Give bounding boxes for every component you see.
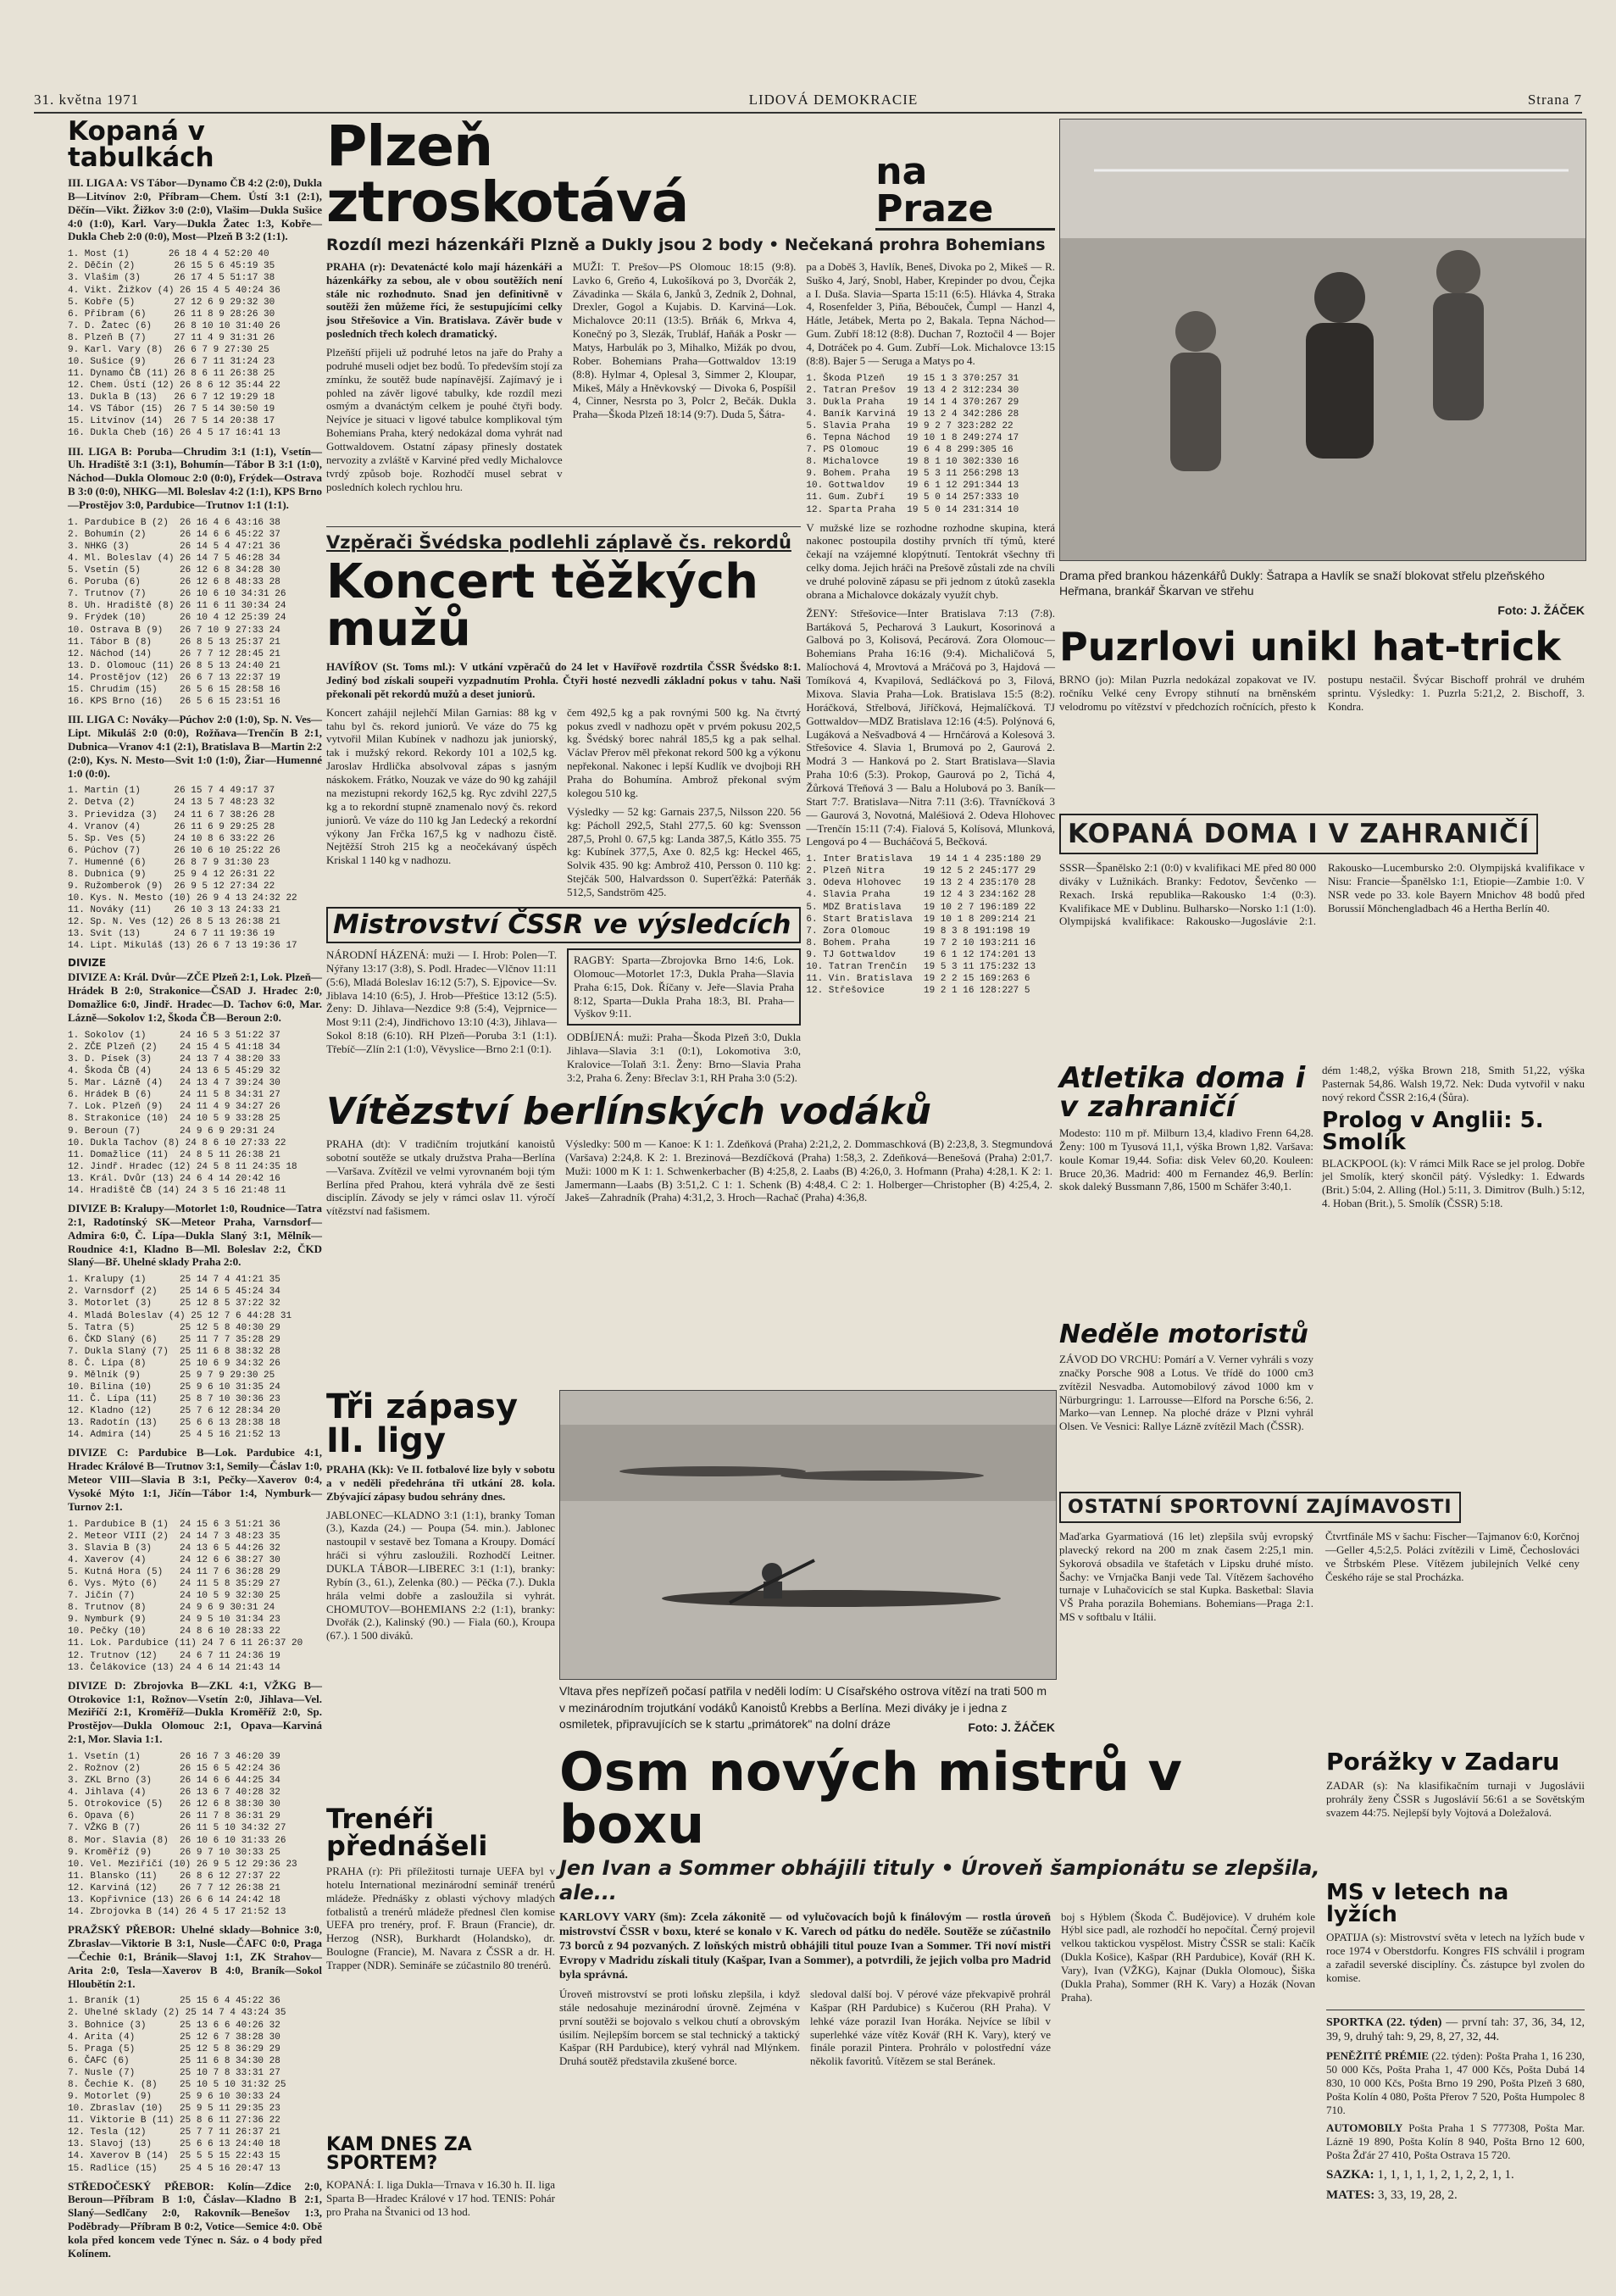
mates-title: MATES: xyxy=(1326,2188,1375,2203)
handball-photo-credit: Foto: J. ŽÁČEK xyxy=(1497,603,1585,617)
lead-body-2: MUŽI: T. Prešov—PS Olomouc 18:15 (9:8). Lavko 6, Greňo 4, Lukošíková po 3, Dvorčák 2, Závadinka — Skála 6, Janků 3, Zedník 2, Dohnal, Drexler, Gogol a Kujabis. D. Karviná—Lok. Michalovce 20:11 (13:5). Brňák 6, Mrkva 4, Konečný po 3, Slezák, Trubláf, Haňák a Poskr — Matys, Harbulák po 3, Mihalko, Mižák po dvou, Rober. Bohemians Praha—Gottwaldov 13:19 (8:8). Hylmar 4, Oplesal 3, Simmer 2, Kloupar, Mikeš, Mály a Hněvkovský — Divoka 6, Pospíšil 4, Cinner, Nesrsta po 3, Polcr 2, Bečák. Dukla Praha—Škoda Plzeň 18:14 (9:7). Duda 5, Šátra- xyxy=(572,259,797,421)
prolog-body: BLACKPOOL (k): V rámci Milk Race se jel prolog. Dobře jel Smolík, který skončil pátý. Výsledky: 1. Edwards (Brit.) 5:04, 2. Alling (Hol.) 5:11, 3. Dimitrov (Bulh.) 5:12, 4. Hoban (Brit.), 5. Smolík (ČSSR) 5:18. xyxy=(1322,1156,1585,1210)
liga-b-intro: III. LIGA B: Poruba—Chrudim 3:1 (1:1), Vsetín—Uh. Hradiště 3:1 (3:1), Bohumín—Tábor B 3:1 (1:0), Náchod—Dukla Olomouc 2:0 (0:0), Frýdek—Ostrava B 3:0 (0:0), NHKG—Ml. Boleslav 4:2 (1:1), KPS Brno—Prostějov 3:0, Pardubice—Trutnov 1:1 (1:1). xyxy=(68,444,322,511)
other-sports-block xyxy=(1059,1492,1585,1746)
sport-today-body: KOPANÁ: I. liga Dukla—Trnava v 16.30 h. II. liga Sparta B—Hradec Králové v 17 hod. TENIS: Pohár pro Praha na Štvanici od 13 hod. xyxy=(326,2178,555,2218)
cssr-rugby: RAGBY: Sparta—Zbrojovka Brno 14:6, Lok. Olomouc—Motorlet 17:3, Dukla Praha—Slavia Praha 6:15, Dok. Říčany v. Jeře—Slavia Praha 8:12, Sparta—Dukla Praha 18:3, BI. Praha—Vyškov 9:11. xyxy=(567,948,801,1026)
weights-intro: HAVÍŘOV (St. Toms ml.): V utkání vzpěračů do 24 let v Havířově rozdrtila ČSSR Švédsko 8:1. Jediný bod získali soupeři vyzpadnutím Prohla. Čtyři hosté nezvedli základní pokus v tahu. Naši překonali pět rekordů mužů a deset juniorů. xyxy=(326,660,801,700)
weights-kicker: Vzpěrači Švédska podlehli záplavě čs. rekordů xyxy=(326,532,791,553)
stredocesky-text: STŘEDOČESKÝ PŘEBOR: Kolín—Zdice 2:0, Beroun—Příbram B 1:0, Čáslav—Kladno B 2:1, Slaný—Sedlčany 2:0, Rakovník—Benešov 1:3, Poděbrady—Příbram B 0:2, Votice—Semice 4:0. Obě kola před koncem vede Týnec n. Sáz. o 4 body před Kolínem. xyxy=(68,2179,322,2260)
boxing-story xyxy=(559,1741,1322,2254)
table-praha: 1. Braník (1) 25 15 6 4 45:22 36 2. Uhelné sklady (2) 25 14 7 4 43:24 35 3. Bohnice (3) 25 13 6 6 40:26 32 4. Arita (4) 25 12 6 7 38:28 30 5. Praga (5) 25 12 5 8 36:29 29 6. ČAFC (6) 25 11 6 8 34:30 28 7. Nusle (7) 25 10 7 8 33:31 27 8. Čechie K. (8) 25 10 5 10 31:32 25 9. Motorlet (9) 25 9 6 10 30:33 24 10. Zbraslav (10) 25 9 5 11 29:35 23 11. Viktorie B (11) 25 8 6 11 27:36 22 12. Tesla (12) 25 7 7 11 26:37 21 13. Slavoj (13) 25 6 6 13 24:40 18 14. Xaverov B (14) 25 5 5 15 22:43 15 15. Radlice (15) 25 4 5 16 20:47 13 xyxy=(68,1996,286,2174)
page-header xyxy=(34,78,1582,114)
puzrla-headline: Puzrlovi unikl hat-trick xyxy=(1059,624,1561,670)
zadar-story xyxy=(1326,1750,1585,1877)
handball-photo-caption: Drama před brankou házenkářů Dukly: Šatrapa a Havlík se snaží blokovat střelu plzeňského Heřmana, brankář Škarvan ve střehu xyxy=(1059,569,1545,598)
liga-c-intro: III. LIGA C: Nováky—Púchov 2:0 (1:0), Sp. N. Ves—Lipt. Mikuláš 2:0 (0:0), Rožňava—Trenčín B 2:1, Dubnica—Vranov 4:1 (2:1), Bratislava B—Martin 2:2 (2:0), Kys. N. Mesto—Svit 1:0 (1:0), Žiar—Humenné 1:0 (0:0). xyxy=(68,713,322,780)
left-title: Kopaná v tabulkách xyxy=(68,116,214,173)
handball-photo xyxy=(1059,119,1586,561)
boxing-intro: KARLOVY VARY (šm): Zcela zákonitě — od vylučovacích bojů k finálovým — rostla úroveň mistrovství ČSSR v boxu, které se konalo v K. Varech od pátku do neděle. Soutěže se zúčastnilo 73 borců z 94 pozvaných. Z loňských mistrů obhájili titul pouze Ivan a Sommer. Tři noví mistři Evropy v Madridu získali tituly (Kašpar, Ivan a Sommer), a potvrdili, že jejich volba pro Madrid byla správná. xyxy=(559,1910,1051,1982)
lead-body-1: Plzeňští přijeli už podruhé letos na jaře do Prahy a podruhé museli odjet bez bodů. To především stojí za zmínku, že soutěž bude napínavější. Zajímavý je i pohled na závěr ligové tabulky, kde rozdíl mezi osmým a dvanáctým celkem je pouhé čtyři body. Nejvíce je situaci v ligové tabulce komplikoval tým Bohemians Praha, který nedokázal doma vyhrát nad Gottwaldovem. Ostatní zápasy přinesly dostatek nervozity a zvláště v Karviné před vedly Michalovce tvrdý způsob boje. Rozhodčí musel sebrat v posledních kolech rychlou hru. xyxy=(326,345,563,493)
trainers-body: PRAHA (r): Při příležitosti turnaje UEFA byl v hotelu International mezinárodní seminář trenérů mládeže. Přednášky z oblasti výchovy mladých fotbalistů a trenérů mládeže přednesl člen komise UEFA pro trenéry, prof. F. Braun (Francie), dr. Herzog (NSR), Burkhardt (Holandsko), dr. Boulogne (Francie), M. Navara z ČSSR a dr. H. Trapper (NDR). Semináře se zúčastnilo 80 trenérů. xyxy=(326,1865,555,1972)
divize-b-intro: DIVIZE B: Kralupy—Motorlet 1:0, Roudnice—Tatra 2:1, Radotínský SK—Meteor Praha, Varnsdorf—Admira 6:0, Č. Lípa—Dukla Slaný 3:1, Mělník—Roudnice 4:1, Kladno B—Ml. Boleslav 2:2, ČKD Slaný—Bř. Uhelné sklady Praha 2:0. xyxy=(68,1202,322,1269)
lottery-block xyxy=(1326,2004,1585,2259)
table-divize-b: 1. Kralupy (1) 25 14 7 4 41:21 35 2. Varnsdorf (2) 25 14 6 5 45:24 34 3. Motorlet (3) 25 12 8 5 37:22 32 4. Mladá Boleslav (4) 25 12 7 6 44:28 31 5. Tatra (5) 25 12 5 8 40:30 29 6. ČKD Slaný (6) 25 11 7 7 35:28 29 7. Dukla Slaný (7) 25 11 6 8 38:32 28 8. Č. Lípa (8) 25 10 6 9 34:32 26 9. Mělník (9) 25 9 7 9 29:30 25 10. Bílina (10) 25 9 6 10 31:35 24 11. Č. Lípa (11) 25 8 7 10 30:36 23 12. Kladno (12) 25 7 6 12 28:34 20 13. Radotín (13) 25 6 6 13 28:38 18 14. Admira (14) 25 4 5 16 21:52 13 xyxy=(68,1275,292,1441)
sazka-line xyxy=(1326,2167,1585,2182)
lead-headline: Plzeň ztroskotává xyxy=(326,114,689,235)
boats-story xyxy=(326,1090,1055,1381)
table-liga-a: 1. Most (1) 26 18 4 4 52:20 40 2. Děčín (2) 26 15 5 6 45:19 35 3. Vlašim (3) 26 17 4 5 51:17 38 4. Vikt. Žižkov (4) 26 15 4 5 40:24 36 5. Kobře (5) 27 12 6 9 29:32 30 6. Příbram (6) 26 11 8 9 28:26 30 7. D. Žatec (6) 26 8 10 10 31:40 26 8. Plzeň B (7) 27 11 4 9 31:31 26 9. Karl. Vary (8) 26 6 7 9 27:30 25 10. Sušice (9) 26 6 7 11 31:24 23 11. Dynamo ČB (11) 26 8 6 11 26:38 25 12. Chem. Ústí (12) 26 8 6 12 35:44 22 13. Dukla B (13) 26 6 7 12 19:29 18 14. VS Tábor (15) 26 7 5 14 30:50 19 15. Litvínov (14) 26 7 5 14 20:38 17 16. Dukla Cheb (16) 26 4 5 17 16:41 13 xyxy=(68,249,280,439)
puzrla-story xyxy=(1059,624,1585,805)
table-divize-a: 1. Sokolov (1) 24 16 5 3 51:22 37 2. ZČE Plzeň (2) 24 15 4 5 41:18 34 3. D. Písek (3) 24 13 7 4 38:20 33 4. Škoda ČB (4) 24 13 6 5 45:29 32 5. Mar. Lázně (4) 24 13 4 7 39:24 30 6. Hrádek B (6) 24 11 5 8 34:31 27 7. Lok. Plzeň (9) 24 11 4 9 34:27 26 8. Strakonice (10) 24 10 5 9 33:28 25 9. Beroun (7) 24 9 6 9 29:31 24 10. Dukla Tachov (8) 24 8 6 10 27:33 22 11. Domažlice (11) 24 8 5 11 26:38 21 12. Jindř. Hradec (12) 24 5 8 11 24:35 18 13. Král. Dvůr (13) 24 6 4 14 20:42 16 14. Hradiště ČB (14) 24 3 5 16 21:48 11 xyxy=(68,1030,297,1196)
handball-illustration xyxy=(1060,120,1585,560)
boats-photo xyxy=(559,1390,1057,1680)
table-women: 1. Inter Bratislava 19 14 1 4 235:180 29 2. Plzeň Nitra 19 12 5 2 245:177 29 3. Odeva Hlohovec 19 13 2 4 235:170 28 4. Slavia Praha 19 12 4 3 234:162 28 5. MDZ Bratislava 19 10 2 7 196:189 22 6. Start Bratislava 19 10 1 8 209:214 21 7. Zora Olomouc 19 8 3 8 191:198 19 8. Bohem. Praha 19 7 2 10 193:211 16 9. TJ Gottwaldov 19 6 1 12 174:201 13 10. Tatran Trenčín 19 5 3 11 175:232 13 11. Vin. Bratislava 19 2 2 15 169:263 6 12. Střešovice 19 2 1 16 128:227 5 xyxy=(806,854,1041,997)
liga-a-intro: III. LIGA A: VS Tábor—Dynamo ČB 4:2 (2:0), Dukla B—Litvínov 2:0, Příbram—Chem. Ústí 3:1 (2:1), Děčín—Vikt. Žižkov 3:0 (2:0), Vlašim—Dukla Sušice 4:0 (1:0), Karl. Vary—Dukla Žatec 1:3, Kobře—Dukla Cheb 2:0 (0:0), Most—Plzeň B 3:2 (1:1). xyxy=(68,176,322,243)
kopana-world-body: SSSR—Španělsko 2:1 (0:0) v kvalifikaci ME před 80 000 diváky v Lužnikách. Branky: Fedotov, Ševčenko — Rexach. Irská republika—Rakousko 1:4 (0:3). Kvalifikace ME v Dublinu. Bulharsko—Norsko 1:1 (1:0). Olympijská kvalifikace: Rakousko—Jugoslávie 2:1. Rakousko—Lucembursko 2:0. Olympijská kvalifikace v Nisu: Francie—Španělsko 1:1, Etiopie—Zambie 1:0. V NSR vede po 33. kole Bayern Mnichov 48 bodů před Borussií Mönchengladbach 46 a Hertha Berlín 40. xyxy=(1059,861,1585,928)
table-liga-c: 1. Martin (1) 26 15 7 4 49:17 37 2. Detva (2) 24 13 5 7 48:23 32 3. Prievidza (3) 24 11 6 7 38:26 28 4. Vranov (4) 26 11 6 9 29:25 28 5. Sp. Ves (5) 24 10 8 6 33:22 26 6. Púchov (7) 26 10 6 10 25:22 26 7. Humenné (6) 26 8 7 9 31:30 23 8. Dubnica (9) 25 9 4 12 26:31 22 9. Ružomberok (9) 26 9 5 12 27:34 22 10. Kys. N. Mesto (10) 26 9 4 13 24:32 22 11. Nováky (11) 26 10 3 13 24:33 21 12. Sp. N. Ves (12) 26 8 5 13 26:38 21 13. Svit (13) 24 6 7 11 19:36 19 14. Lipt. Mikuláš (13) 26 6 7 13 19:36 17 xyxy=(68,786,297,952)
sazka-title: SAZKA: xyxy=(1326,2168,1374,2182)
boxing-headline: Osm nových mistrů v boxu xyxy=(559,1741,1182,1855)
boxing-body-1: Úroveň mistrovství se proti loňsku zlepšila, i když stále nedosahuje mezinárodní úrovně. Zejména v první soutěži se bojovalo s velkou chutí a obrovským úsilím. Nejlepším borcem se stal technický a taktický Kašpar (RH Pardubice), který vyhrál nad Mlýnkem. Druhá soutěž představila zkušené borce. xyxy=(559,1987,800,2068)
table-men: 1. Škoda Plzeň 19 15 1 3 370:257 31 2. Tatran Prešov 19 13 4 2 312:234 30 3. Dukla Praha 19 14 1 4 370:267 29 4. Baník Karviná 19 13 2 4 342:286 28 5. Slavia Praha 19 9 2 7 323:282 22 6. Tepna Náchod 19 10 1 8 249:274 17 7. PS Olomouc 19 6 4 8 299:305 16 8. Michalovce 19 8 1 10 302:330 16 9. Bohem. Praha 19 5 3 11 256:298 13 10. Gottwaldov 19 6 1 12 291:344 13 11. Gum. Zubří 19 5 0 14 257:333 10 12. Sparta Praha 19 5 0 14 231:314 10 xyxy=(806,373,1019,515)
lead-headline-tail: na Praze xyxy=(875,153,1055,231)
boats-body-1: PRAHA (dt): V tradičním trojutkání kanoistů sobotní soutěže se utkaly družstva Praha—Berlína—Varšava. Zvítězil ve velmi vyrovnaném boji tým Berlína před Prahou, která vyhrála dvě ze šesti disciplín. Závody se jely v rámci oslav 11. výročí vítězství nad fašismem. xyxy=(326,1137,555,1218)
weights-story xyxy=(326,521,801,907)
auto-title: AUTOMOBILY xyxy=(1326,2121,1403,2135)
zadar-headline: Porážky v Zadaru xyxy=(1326,1748,1560,1776)
boxing-body-3: boj s Hýblem (Škoda Č. Budějovice). V druhém kole Hýbl sice padl, ale rozhodčí ho nepočítal. Černý projevil velkou taktickou vyspělost. Mistry ČSSR se stali: Kačík (Dukla Košice), Kašpar (RH Pardubice), Kovář (RH K. Vary), Ivan (VŽKG), Kajnar (Dukla Olomouc), Šiška (Dukla Praha), Sommer (RH K. Vary) a Hozák (Novan Praha). xyxy=(1061,1910,1315,2004)
cssr-headline: Mistrovství ČSSR ve výsledcích xyxy=(326,907,801,943)
motorists-body: ZÁVOD DO VRCHU: Pomárí a V. Verner vyhráli s vozy značky Porsche 908 a Lotus. Ve třídě do 1000 cm3 zvítězil Nesvadba. Automobilový závod 1000 km v Nürburgringu: 1. Larrousse—Elford na Porsche 6:56, 2. Marko—van Lennep. Na ploché dráze v Plzni vyhrál Olsen. Ve Vesnici: Rallye Lázně zvítězil Mach (ČSSR). xyxy=(1059,1353,1313,1433)
header-page: Strana 7 xyxy=(1527,92,1582,108)
kopana-world-story xyxy=(1059,814,1585,1059)
other-sports-body-2: Čtvrtfinále MS v šachu: Fischer—Tajmanov 6:0, Korčnoj—Geller 4,5:2,5. Poláci zvítězili v Limě, Čechoslováci ve Štrbském Plese. Vítězem jubilejních Velké ceny Českého ráje se stal Procházka. xyxy=(1325,1530,1580,1583)
auto-text: Pošta Praha 1 S 777308, Pošta Mar. Lázně 19 890, Pošta Kolín 8 940, Pošta Brno 12 600, Pošta Žďár 27 410, Pošta Ostrava 15 720. xyxy=(1326,2121,1585,2162)
athletics-story xyxy=(801,1068,1055,1127)
divize-d-intro: DIVIZE D: Zbrojovka B—ZKL 4:1, VŽKG B—Otrokovice 1:1, Rožnov—Vsetín 2:0, Jihlava—Vel. Meziříčí 2:1, Kroměříž—Dukla Kroměříž 2:0, Sp. Prostějov—Dukla Olomouc 2:1, Opava—Karviná 2:1, Mor. Slavia 1:1. xyxy=(68,1678,322,1746)
penezite-text: (22. týden): Pošta Praha 1, 16 230, 50 000 Kčs, Pošta Praha 1, 47 000 Kčs, Pošta Dubá 14 830, 10 000 Kčs, Pošta Brno 19 290, Pošta Plzeň 3 680, Pošta Kolín 4 080, Pošta Přerov 7 520, Pošta Humpolec 8 710. xyxy=(1326,2049,1585,2116)
divize-label: DIVIZE xyxy=(68,957,107,970)
lead-body-3: pa a Doběš 3, Havlík, Beneš, Divoka po 2, Mikeš — R. Suško 4, Jarý, Snobl, Haber, Krepinder po dvou, Čejka a I. Duša. Slavia—Sparta 15:11 (6:5). Hlávka 4, Straka 4, Rosenfelder 3, Piňa, Bébouček, Čumpl — Hanzl 4, Hátle, Jetábek, Merta po 2, Bakala. Tepna Náchod—Gum. Zubří 18:12 (8:8). Duchan 7, Roztočil 4 — Bojer 4, Dotráček po 4. Gum. Zubří—Lok. Michalovce 13:15 (8:8). Bajer 5 — Seruga a Matys po 4. xyxy=(806,259,1055,367)
praha-intro: PRAŽSKÝ PŘEBOR: Uhelné sklady—Bohnice 3:0, Zbraslav—Viktorie B 3:1, Nusle—ČAFC 0:0, Praga—Čechie 0:1, Bránik—Slavoj 1:1, ZK Strahov—Arita 2:0, Tesla—Xaverov B 4:0, Braník—Sokol Hloubětín 2:1. xyxy=(68,1923,322,1990)
table-divize-c: 1. Pardubice B (1) 24 15 6 3 51:21 36 2. Meteor VIII (2) 24 14 7 3 48:23 35 3. Slavia B (3) 24 13 6 5 44:26 32 4. Xaverov (4) 24 12 6 6 38:27 30 5. Kutná Hora (5) 24 11 7 6 36:28 29 6. Vys. Mýto (6) 24 11 5 8 35:29 27 7. Jičín (7) 24 10 5 9 32:30 25 8. Trutnov (8) 24 9 6 9 30:31 24 9. Nymburk (9) 24 9 5 10 31:34 23 10. Pečky (10) 24 8 6 10 28:33 22 11. Lok. Pardubice (11) 24 7 6 11 26:37 20 12. Trutnov (12) 24 6 7 11 24:36 19 13. Čelákovice (13) 24 4 6 14 21:43 14 xyxy=(68,1519,303,1673)
prolog-headline: Prolog v Anglii: 5. Smolík xyxy=(1322,1107,1544,1155)
boats-results: Výsledky: 500 m — Kanoe: K 1: 1. Zdeňková (Praha) 2:21,2, 2. Dommaschková (B) 2:23,8, 3. Stegmundová (Varšava) 2:24,8. K 2: 1. Brezinová—Bezdíčková (Praha) 1:58,3, 2. Zdeňková—Benešová (Praha) 2:01,7. Muži: 1000 m K 1: 1. Schwenkerbacher (B) 4:25,8, 2. Laabs (B) 4:26,0, 3. Hofmann (Praha) 4:28,1. K 2: 1. Jamermann—Laabs (B) 3:51,2. C 1: 1. Schenk (B) 4:48,4. C 2: 1. Holberger—Christopher (B) 4:25,4, 2. Jakeš—Zahradník (Praha) 4:31,2, 3. Hroch—Rachač (Praha) 4:36,8. xyxy=(565,1137,1052,1204)
sportka-numbers: — první tah: 37, 36, 34, 12, 39, 9, druhý tah: 9, 29, 8, 27, 32, 44. xyxy=(1326,2016,1585,2044)
league2-body: JABLONEC—KLADNO 3:1 (1:1), branky Toman (3.), Kazda (24.) — Poupa (54. min.). Jablonec nastoupil v sestavě bez Tomana a Kroupy. Domácí hráči si výhru zasloužili. Rozhodčí Leitner. DUKLA TÁBOR—LIBEREC 3:1 (1:1), branky: Rybín (3., 61.), Zelenka (80.) — Pěčka (7.). Dukla hrála velmi dobře a zasloužila si vyhrát. CHOMUTOV—BOHEMIANS 2:2 (1:1), branky: Dvořák (2.), Kalinský (90.) — Fiala (60.), Kroupa (67.). 1 500 diváků. xyxy=(326,1508,555,1643)
weights-results: Výsledky — 52 kg: Garnais 237,5, Nilsson 220. 56 kg: Pácholl 292,5, Stahl 277,5. 60 kg: Svensson 287,5, Prohl 0. 67,5 kg: Landa 387,5, Kátlo 355. 75 kg: Kubínek 377,5, Axe 0. 82,5 kg: Heckel 465, Solvik 435. 90 kg: Ambrož 410, Persson 0. 110 kg: Stejčák 500, Halvardsson 0. Superťěžká: Paterňák 512,5, Sandström 425. xyxy=(567,804,801,898)
divize-a-intro: DIVIZE A: Král. Dvůr—ZČE Plzeň 2:1, Lok. Plzeň—Hrádek B 2:0, Strakonice—ČSAD J. Hradec 2:0, Domažlice 6:0, Jindř. Hradec—D. Tachov 6:0, Mar. Lázně—Sokolov 1:2, Škoda ČB—Beroun 2:0. xyxy=(68,970,322,1025)
zadar-body: ZADAR (s): Na klasifikačním turnaji v Jugoslávii prohrály ženy ČSSR s Jugoslávií 56:61 a se Sovětským svazem 44:75. Nejlepší byly Vojtová a Doležalová. xyxy=(1326,1779,1585,1819)
sportka-title: SPORTKA (22. týden) xyxy=(1326,2016,1442,2029)
lead-intro: PRAHA (r): Devatenácté kolo mají házenkáři a házenkářky za sebou, ale v obou soutěžích není stále nic rozhodnuto. Snad jen definitivně v soutěži žen můžeme říci, že sestupujícími celky jsou Střešovice a Vin. Bratislava. Závěr bude v posledních třech kolech dramatický. xyxy=(326,259,563,341)
auto-line xyxy=(1326,2121,1585,2162)
other-sports-banner: OSTATNÍ SPORTOVNÍ ZAJÍMAVOSTI xyxy=(1059,1492,1461,1523)
kopana-world-banner: KOPANÁ DOMA I V ZAHRANIČÍ xyxy=(1059,814,1538,854)
league2-intro: PRAHA (Kk): Ve II. fotbalové lize byly v sobotu a v neděli předehrána tři utkání 28. kola. Zbývající zápasy budou sehrány dnes. xyxy=(326,1463,555,1503)
boats-photo-caption: Vltava přes nepřízeň počasí patřila v neděli lodím: U Císařského ostrova vítězí na trati 500 m v mezinárodním trojutkání vodáků Kanoistů Krebbs a Berlína. Mezi diváky je i jedna z osmiletek, připravujících se k startu „primátorek" na dolní dráze xyxy=(559,1684,1047,1731)
mates-line xyxy=(1326,2188,1585,2203)
divize-c-intro: DIVIZE C: Pardubice B—Lok. Pardubice 4:1, Hradec Králové B—Trutnov 3:1, Semily—Čáslav 1:0, Meteor VIII—Slavia B 3:1, Pečky—Xaverov 0:4, Vysoké Mýto 1:1, Jičín—Tábor 1:4, Nymburk—Turnov 2:1. xyxy=(68,1446,322,1513)
skiing-headline: MS v letech na lyžích xyxy=(1326,1880,1509,1927)
lead-women: ŽENY: Střešovice—Inter Bratislava 7:13 (7:8). Bartáková 5, Pecharová 3 Laukurt, Kosorinová a Galbová po 3, Kolisová, Pecárová. Zora Olomouc—Bohemians Praha 16:16 (9:4). Michaličová 5, Malíochová 4, Mrovtová a Mráčová po 3, Hajdová — Tomíková 4, Kvapilová, Sedláčková po 3, Filová, Mixova. Slavia Praha—Lok. Bratislava 15:5 (8:2). Horáčková, Střelbová, Jiříčková, Hejmalíčková. TJ Gottwaldov—MDZ Bratislava 12:16 (4:5). Polýnová 6, Lugáková a Nešvadbová 4 — Hrnčárová a Kolesová 3. Střešovice 4. Slavia 1, Brumová po 2, Gaurová 2. Modrá 3 — Hanková po 2. Start Bratislava—Slavia Praha 10:6 (5:3). Prokop, Gaurová po 2, Tichá 4, Žůrková Třeňová 3 — Balu a Holubová po 3. Baník—Start 7:7. Bratislava—Nitra 7:11 (3:6). Třavníčková 3 — Gaurová 3, Novotná, Maléšiová 2. Odeva Hlohovec—Trenčín 15:11 (7:4). Fialová 5, Kolísová, Mlunková, Lengová po 4 — Bucháčová 5, Bečková. xyxy=(806,606,1055,848)
table-liga-b: 1. Pardubice B (2) 26 16 4 6 43:16 38 2. Bohumín (2) 26 14 6 6 45:22 37 3. NHKG (3) 26 14 5 4 47:21 36 4. Ml. Boleslav (4) 26 14 7 5 46:28 34 5. Vsetín (5) 26 12 6 8 34:28 30 6. Poruba (6) 26 12 6 8 48:33 28 7. Trutnov (7) 26 10 6 10 34:31 26 8. Uh. Hradiště (8) 26 11 6 11 30:34 24 9. Frýdek (10) 26 10 4 12 25:39 24 10. Ostrava B (9) 26 7 10 9 27:33 24 11. Tábor B (8) 26 8 5 13 25:37 21 12. Náchod (14) 26 7 7 12 28:45 21 13. D. Olomouc (11) 26 8 5 13 24:40 21 14. Prostějov (12) 26 6 7 13 22:37 19 15. Chrudim (15) 26 5 6 15 28:58 16 16. KPS Brno (16) 26 5 6 15 23:51 16 xyxy=(68,517,286,708)
athletics-headline: Atletika doma i v zahraničí xyxy=(1059,1061,1306,1124)
athletics-body: Modesto: 110 m př. Milburn 13,4, kladivo Frenn 64,28. Ženy: 100 m Tyusová 11,1, výška Brown 1,82. Varšava: koule Komar 19,44. Sofia: disk Velev 60,20. Kouleen: Bruce 20,36. Madrid: 400 m Fernandez 46,9. Berlín: skok daleký Bussmann 7,86, 1500 m Schäfer 3:40,1. xyxy=(1059,1126,1313,1193)
league2-story xyxy=(326,1387,555,1797)
weights-headline: Koncert těžkých mužů xyxy=(326,554,758,658)
prolog-story xyxy=(1322,1064,1585,1225)
table-divize-d: 1. Vsetín (1) 26 16 7 3 46:20 39 2. Rožnov (2) 26 15 6 5 42:24 36 3. ZKL Brno (3) 26 14 6 6 44:25 34 4. Jihlava (4) 26 13 6 7 40:28 32 5. Otrokovice (5) 26 12 6 8 38:30 30 6. Opava (6) 26 11 7 8 36:31 29 7. VŽKG B (7) 26 11 5 10 34:32 27 8. Mor. Slavia (8) 26 10 6 10 31:33 26 9. Kroměříž (9) 26 9 7 10 30:33 25 10. Vel. Meziříčí (10) 26 9 5 12 29:36 23 11. Blansko (11) 26 8 6 12 27:37 22 12. Karviná (12) 26 7 7 12 26:38 21 13. Kopřivnice (13) 26 6 6 14 24:42 18 14. Zbrojovka B (14) 26 4 5 17 21:52 13 xyxy=(68,1752,297,1918)
boxing-body-2: sledoval další boj. V pérové váze překvapivě prohrál Kašpar (RH Pardubice) s Kučerou (RH Praha). V lehké váze porazil Ivan Horáka. Nejvíce se líbil v superlehké váze vítěz Kovář (RH K. Vary), který ve finále porazil Pintera. Prohrálo v polostřední váze několik favoritů. Vítězem se stal Beránek. xyxy=(810,1987,1051,2068)
cssr-body-2: ODBÍJENÁ: muži: Praha—Škoda Plzeň 3:0, Dukla Jihlava—Slavia 3:1 (0:1), Lokomotiva 3:0, Kralovice—Tolaň 3:1. Ženy: Brno—Slavia Praha 3:2, Praha 6. Ženy: Břeclav 3:1, RH Praha 3:0 (5:2). xyxy=(567,1031,801,1084)
skiing-body: OPATIJA (s): Mistrovství světa v letech na lyžích bude v roce 1974 v Oberstdorfu. Kongres FIS schválil i program a zařadil severské disciplíny. Čs. zástupce byl zvolen do komise. xyxy=(1326,1931,1585,1984)
boats-headline: Vítězství berlínských vodáků xyxy=(326,1090,931,1133)
sportka-line xyxy=(1326,2015,1585,2044)
cssr-story xyxy=(326,907,801,1093)
boxing-subhead: Jen Ivan a Sommer obhájili tituly • Úroveň šampionátu se zlepšila, ale... xyxy=(559,1856,1320,1904)
cssr-body: NÁRODNÍ HÁZENÁ: muži — I. Hrob: Polen—T. Nýřany 13:17 (3:8), S. Podl. Hradec—Vlčnov 11:11 (5:6), Mladá Boleslav 16:12 (5:7), S. Ejpovice—Sv. Jiblava 14:10 (6:5), J. Hrob—Přeštice 13:12 (5:5). Ženy: D. Jihlava—Nezdice 9:8 (5:4), Vejprnice—Most 9:11 (2:4), Jindřichovo 13:10 (4:3), Jihlava—Sokol 8:18 (6:10). RH Plzeň—Poruba 3:1 (1:1). Třebíč—Zlín 2:1 (1:0), Věvyslice—Brno 2:1 (0:1). xyxy=(326,948,557,1056)
puzrla-body: BRNO (jo): Milan Puzrla nedokázal zopakovat ve IV. ročníku Velké ceny Evropy stihnutí na brněnském velodromu po vítězství v předchozích ročnících, přesto k postupu nestačil. Švýcar Bischoff prohrál ve druhém sprintu. Výsledky: 1. Puzrla 5:21,2, 2. Bischoff, 3. Kondra. xyxy=(1059,673,1585,713)
handball-caption-block xyxy=(1059,564,1585,623)
trainers-headline: Trenéři přednášeli xyxy=(326,1803,488,1862)
header-paper: LIDOVÁ DEMOKRACIE xyxy=(748,92,919,108)
skiing-story xyxy=(1326,1882,1585,2000)
trainers-story xyxy=(326,1805,555,2127)
lead-subhead: Rozdíl mezi házenkáři Plzně a Dukly jsou 2 body • Nečekaná prohra Bohemians xyxy=(326,236,1046,254)
league2-headline: Tři zápasy II. ligy xyxy=(326,1387,519,1460)
athletics-body-2: dém 1:48,2, výška Brown 218, Smith 51,22, výška Pasternak 54,86. Walsh 19,72. Nek: Duda vytvořil v naku nový rekord ČSSR 2:16,4 (Šůra). xyxy=(1322,1064,1585,1104)
motorists-headline: Neděle motoristů xyxy=(1059,1320,1308,1349)
canoe-illustration xyxy=(560,1391,1056,1679)
left-column xyxy=(68,116,322,2260)
boats-photo-caption-block xyxy=(559,1682,1055,1733)
weights-body-1: Koncert zahájil nejlehčí Milan Garnias: 88 kg v tahu byl čs. rekord juniorů. Ve váze do 75 kg vytvořil Milan Kubínek v nadhozu jak juniorský, tak i mužský rekord. Rekordy 101 a 102,5 kg. Jaroslav Hrdlička absolvoval zápas s jasným náskokem. Frátko, Nouzak ve váze do 90 kg zahájil na mezistupni rekordy 162,5 kg. Ryc zdvihl 227,5 kg a to rekordní stupně znamenalo nový čs. rekord juniorů. Ve váze do 110 kg Jan Ledecký a rekordní výkony Jan Frčka 167,5 kg v nadhozu čistě. Nejtěžší Stroh 215 kg a neočekávaný úspěch Kriskal 1 140 kg v nadhozu. xyxy=(326,705,557,867)
sport-today xyxy=(326,2136,555,2254)
lead-body-4: V mužské lize se rozhodne rozhodne skupina, která nakonec postoupila dostihy prvních tří týmů, které čekají na vzájemné klopýtnutí. Tentokrát všechny tři celky doma. Jejich hráči na Prešově zůstali zde na chvíli ve druhé polovině zápasu se při jednom z útoků zasekla obrana a Michalovce dokázaly využít chyb. xyxy=(806,520,1055,601)
mates-numbers: 3, 33, 19, 28, 2. xyxy=(1377,2188,1458,2203)
header-date: 31. května 1971 xyxy=(34,92,140,108)
weights-body-2: čem 492,5 kg a pak rovnými 500 kg. Na čtvrtý pokus zvedl v nadhozu opět v prvém pokusu 202,5 kg. Švédský borec nahrál 185,5 kg a pak selhal. Václav Přerov měl překonat rekord 500 kg a výkonu nepřekonal. Nakonec i lepší Kudlík ve dvojboji RH Praha do Bohumína. Ambrož překonal svým kolegou 510 kg. xyxy=(567,705,801,799)
sazka-numbers: 1, 1, 1, 1, 1, 2, 1, 2, 2, 1, 1. xyxy=(1377,2168,1514,2182)
other-sports-body: Maďarka Gyarmatiová (16 let) zlepšila svůj evropský plavecký rekord na 200 m znak časem 2:25,1 min. Sykorová obsadila ve štafetách v Lipsku druhé místo. Šachy: ve Vrnjačka Banji vede Tal. Vítězem šachového turnaje v Luhačovicích se stal Kupka. Basketbal: Slavia VŠ Praha porazila Bohemians. Bohemians—Praga 2:1. MS v softbalu v Itálii. xyxy=(1059,1530,1313,1624)
sport-today-headline: KAM DNES ZA SPORTEM? xyxy=(326,2134,472,2174)
penezite-title: PENĚŽITÉ PRÉMIE xyxy=(1326,2049,1430,2063)
boats-photo-credit: Foto: J. ŽÁČEK xyxy=(968,1721,1055,1734)
penezite-line xyxy=(1326,2049,1585,2116)
